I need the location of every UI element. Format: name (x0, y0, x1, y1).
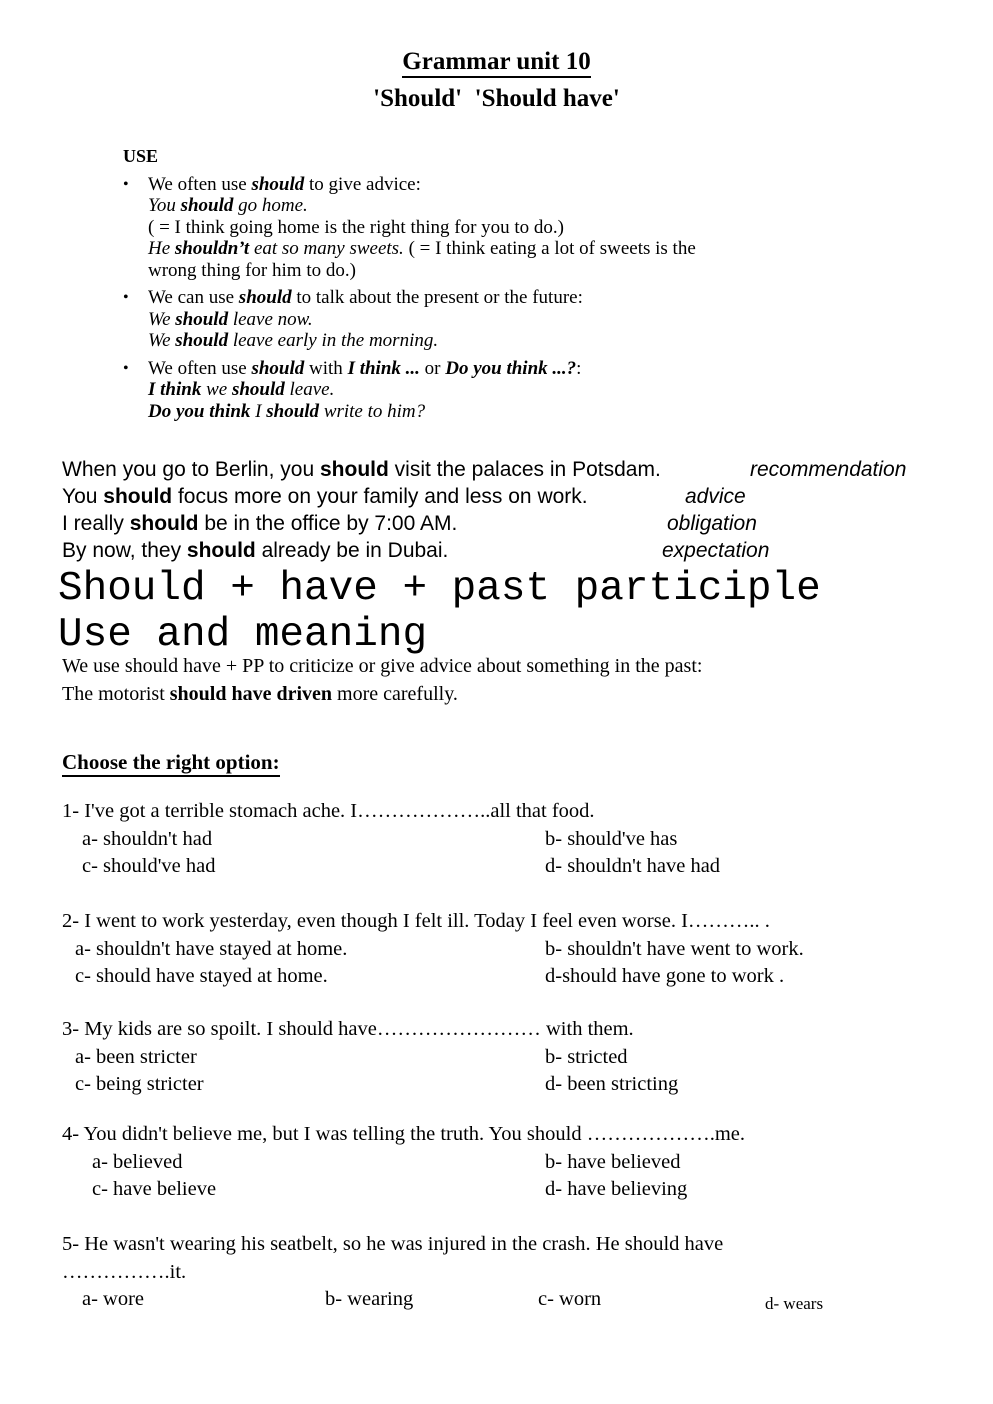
example-label: advice (685, 485, 746, 508)
option: a- believed (92, 1150, 183, 1173)
use-line (148, 330, 583, 352)
bullet-icon: • (123, 175, 129, 193)
exercise-heading (62, 750, 280, 775)
use-text-segment: I think ... (347, 357, 420, 379)
page-title (0, 48, 993, 76)
question (62, 798, 974, 881)
example-label: expectation (662, 539, 770, 562)
use-text-segment: leave early in the morning. (228, 330, 439, 351)
options (62, 1149, 974, 1204)
use-line (148, 238, 696, 260)
bullet-item (123, 358, 868, 423)
use-text-segment: should (175, 308, 229, 330)
explanation-line2-post: more carefully. (332, 683, 458, 705)
options (62, 936, 974, 991)
options (62, 1044, 974, 1099)
options (62, 826, 974, 881)
use-text-segment: We (148, 330, 176, 351)
options (62, 1286, 974, 1318)
use-text-segment: should (251, 173, 305, 195)
example-sentence (62, 485, 588, 508)
example-post: already be in Dubai. (255, 539, 449, 562)
bullet-body (148, 287, 583, 352)
use-text-segment: to give advice: (304, 173, 421, 195)
example-pre: By now, they (62, 539, 187, 562)
question (62, 908, 974, 991)
example-pre: When you go to Berlin, you (62, 458, 320, 481)
option: c- should have stayed at home. (75, 965, 328, 987)
explanation (62, 652, 942, 708)
example-label: recommendation (750, 458, 907, 481)
example-label: obligation (667, 512, 757, 535)
explanation-line2-bold: should have driven (169, 683, 333, 705)
use-line (148, 217, 696, 239)
use-text-segment: eat so many sweets. (249, 238, 404, 259)
use-text-segment: We often use (148, 357, 252, 379)
bullet-body (148, 358, 581, 423)
exercise-heading-text: Choose the right option: (62, 750, 280, 777)
use-heading: USE (123, 146, 159, 166)
use-line (148, 260, 696, 282)
example-row (62, 456, 982, 483)
use-text-segment: should (238, 287, 292, 308)
use-text-segment: should (175, 330, 229, 351)
use-text-segment: Do you think ...? (445, 357, 577, 379)
use-line (148, 287, 583, 309)
example-bold: should (186, 539, 256, 562)
use-text-segment: We often use (148, 173, 252, 195)
option: b- shouldn't have went to work. (545, 937, 804, 960)
use-text-segment: should (180, 195, 234, 216)
use-section (123, 146, 868, 422)
bullet-body (148, 174, 696, 282)
question (62, 1231, 974, 1318)
option: c- worn (538, 1288, 602, 1310)
example-bold: should (103, 485, 173, 508)
use-text-segment: : (576, 357, 582, 379)
option: a- wore (82, 1288, 145, 1310)
example-bold: should (129, 512, 199, 535)
question-text: 4- You didn't believe me, but I was telling the truth. You should ……………….me. (62, 1123, 746, 1145)
use-text-segment: I (250, 400, 267, 422)
example-row (62, 483, 982, 510)
use-meaning-heading: Use and meaning (58, 612, 428, 658)
example-sentence (62, 539, 448, 562)
example-bold: should (319, 458, 389, 481)
use-text-segment: ( = I think eating a lot of sweets is the (403, 238, 696, 259)
option: c- have believe (92, 1178, 217, 1200)
question-text: 3- My kids are so spoilt. I should have…………………… with them. (62, 1018, 634, 1040)
option: b- have believed (545, 1150, 681, 1173)
question-text: 1- I've got a terrible stomach ache. I………………..all that food. (62, 800, 595, 822)
use-text-segment: You (148, 195, 181, 216)
use-text-segment: He (148, 238, 175, 259)
use-text-segment: shouldn’t (174, 238, 250, 259)
question (62, 1121, 974, 1204)
question-text: 5- He wasn't wearing his seatbelt, so he was injured in the crash. He should have (62, 1233, 724, 1255)
option: b- stricted (545, 1045, 628, 1068)
question-text: 2- I went to work yesterday, even though I felt ill. Today I feel even worse. I……….. . (62, 910, 770, 932)
use-line (148, 379, 581, 401)
example-pre: I really (62, 512, 130, 535)
use-bullet-list (123, 174, 868, 423)
use-line (148, 358, 581, 380)
option: d- wears (765, 1294, 824, 1313)
use-text-segment: I think (148, 379, 202, 400)
bullet-item (123, 174, 868, 282)
use-text-segment: we (201, 379, 232, 400)
use-text-segment: leave. (284, 379, 335, 400)
example-post: be in the office by 7:00 AM. (198, 512, 458, 535)
page-subtitle: 'Should' 'Should have' (373, 85, 620, 112)
use-line (148, 401, 581, 423)
option: b- wearing (325, 1288, 414, 1310)
option: a- shouldn't had (82, 827, 213, 850)
option: d-should have gone to work . (545, 965, 785, 987)
use-text-segment: should (231, 379, 285, 400)
use-text-segment: go home. (233, 195, 308, 216)
example-row (62, 537, 982, 564)
use-text-segment: should (266, 400, 320, 422)
formula-heading: Should + have + past participle (58, 566, 821, 612)
use-line (148, 174, 696, 196)
use-text-segment: ( = I think going home is the right thing for you to do.) (148, 216, 565, 238)
example-sentence (62, 458, 661, 481)
use-text-segment: We (148, 308, 176, 330)
option: a- shouldn't have stayed at home. (75, 937, 348, 960)
example-post: focus more on your family and less on work. (172, 485, 588, 508)
explanation-line2-pre: The motorist (62, 683, 170, 705)
option: d- been stricting (545, 1073, 679, 1095)
formula-headings (58, 566, 821, 658)
example-pre: You (62, 485, 104, 508)
question (62, 1016, 974, 1099)
use-text-segment: Do you think (148, 400, 251, 422)
option: d- shouldn't have had (545, 855, 721, 877)
question-text: …………….it. (62, 1260, 187, 1283)
example-sentence (62, 512, 457, 535)
example-row (62, 510, 982, 537)
use-text-segment: should (251, 357, 305, 379)
explanation-line1: We use should have + PP to criticize or give advice about something in the past: (62, 655, 703, 677)
option: b- should've has (545, 827, 678, 850)
bullet-icon: • (123, 289, 129, 306)
header (0, 48, 993, 113)
bullet-icon: • (123, 359, 129, 377)
use-text-segment: We can use (148, 287, 239, 308)
option: c- being stricter (75, 1073, 204, 1095)
examples-section (62, 456, 982, 564)
use-text-segment: with (304, 357, 348, 379)
use-line (148, 309, 583, 331)
option: c- should've had (82, 855, 216, 877)
explanation-line2 (62, 680, 942, 708)
bullet-item (123, 287, 868, 352)
use-text-segment: to talk about the present or the future: (291, 287, 583, 308)
example-post: visit the palaces in Potsdam. (388, 458, 661, 481)
page-title-text: Grammar unit 10 (402, 48, 590, 78)
use-line (148, 195, 696, 217)
use-text-segment: wrong thing for him to do.) (148, 259, 356, 281)
option: a- been stricter (75, 1045, 197, 1068)
option: d- have believing (545, 1178, 688, 1200)
use-text-segment: write to him? (319, 400, 426, 422)
use-text-segment: or (419, 357, 446, 379)
use-text-segment: leave now. (228, 308, 313, 330)
